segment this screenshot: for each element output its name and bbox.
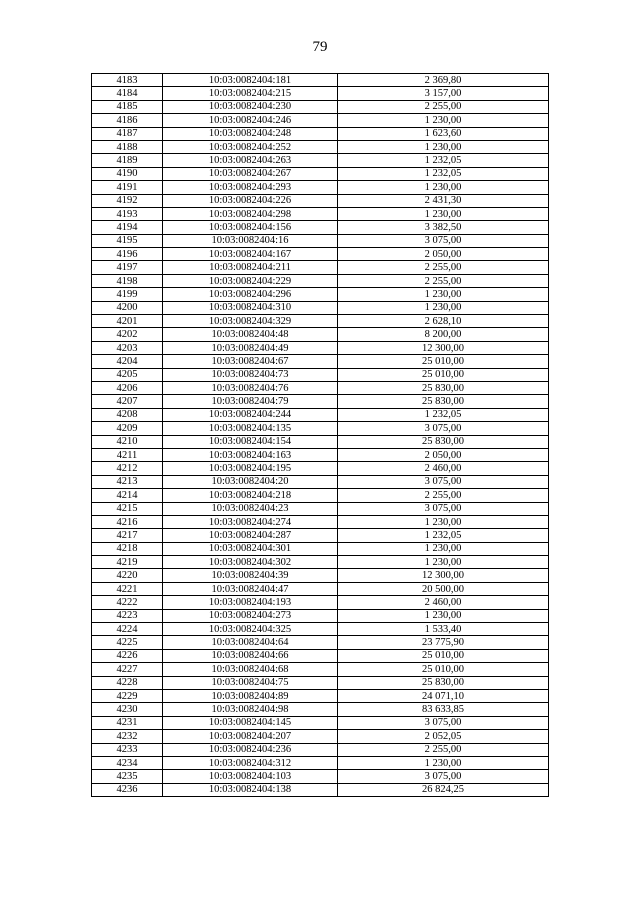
table-row <box>92 783 549 796</box>
table-row <box>92 569 549 582</box>
value-cell: 2 255,00 <box>338 274 549 287</box>
row-number-cell: 4229 <box>92 689 163 702</box>
table-row <box>92 636 549 649</box>
value-cell: 25 830,00 <box>338 676 549 689</box>
table-row <box>92 743 549 756</box>
table-row <box>92 730 549 743</box>
row-number-cell: 4223 <box>92 609 163 622</box>
table-row <box>92 663 549 676</box>
value-cell: 3 075,00 <box>338 475 549 488</box>
table-row <box>92 703 549 716</box>
value-cell: 8 200,00 <box>338 328 549 341</box>
value-cell: 25 830,00 <box>338 381 549 394</box>
table-row <box>92 87 549 100</box>
row-number-cell: 4231 <box>92 716 163 729</box>
row-number-cell: 4196 <box>92 248 163 261</box>
row-number-cell: 4205 <box>92 368 163 381</box>
table-row <box>92 328 549 341</box>
row-number-cell: 4202 <box>92 328 163 341</box>
table-row <box>92 355 549 368</box>
value-cell: 1 230,00 <box>338 207 549 220</box>
row-number-cell: 4227 <box>92 663 163 676</box>
cadastral-number-cell: 10:03:0082404:89 <box>163 689 338 702</box>
value-cell: 25 010,00 <box>338 649 549 662</box>
value-cell: 2 460,00 <box>338 462 549 475</box>
table-row <box>92 676 549 689</box>
table-row <box>92 234 549 247</box>
row-number-cell: 4204 <box>92 355 163 368</box>
cadastral-number-cell: 10:03:0082404:67 <box>163 355 338 368</box>
cadastral-number-cell: 10:03:0082404:103 <box>163 770 338 783</box>
value-cell: 3 075,00 <box>338 234 549 247</box>
table-row <box>92 529 549 542</box>
table-row <box>92 542 549 555</box>
value-cell: 25 830,00 <box>338 435 549 448</box>
cadastral-number-cell: 10:03:0082404:66 <box>163 649 338 662</box>
row-number-cell: 4197 <box>92 261 163 274</box>
row-number-cell: 4216 <box>92 515 163 528</box>
cadastral-number-cell: 10:03:0082404:156 <box>163 221 338 234</box>
cadastral-number-cell: 10:03:0082404:75 <box>163 676 338 689</box>
value-cell: 20 500,00 <box>338 582 549 595</box>
row-number-cell: 4208 <box>92 408 163 421</box>
table-row <box>92 462 549 475</box>
cadastral-number-cell: 10:03:0082404:76 <box>163 381 338 394</box>
row-number-cell: 4236 <box>92 783 163 796</box>
table-row <box>92 408 549 421</box>
value-cell: 3 157,00 <box>338 87 549 100</box>
row-number-cell: 4211 <box>92 448 163 461</box>
value-cell: 2 255,00 <box>338 489 549 502</box>
value-cell: 25 010,00 <box>338 663 549 676</box>
cadastral-number-cell: 10:03:0082404:193 <box>163 596 338 609</box>
cadastral-number-cell: 10:03:0082404:64 <box>163 636 338 649</box>
value-cell: 12 300,00 <box>338 569 549 582</box>
table-row <box>92 100 549 113</box>
cadastral-number-cell: 10:03:0082404:73 <box>163 368 338 381</box>
table-body <box>92 74 549 797</box>
table-row <box>92 288 549 301</box>
row-number-cell: 4234 <box>92 756 163 769</box>
value-cell: 1 230,00 <box>338 756 549 769</box>
row-number-cell: 4228 <box>92 676 163 689</box>
cadastral-number-cell: 10:03:0082404:230 <box>163 100 338 113</box>
cadastral-value-table <box>91 73 549 797</box>
table-row <box>92 315 549 328</box>
row-number-cell: 4215 <box>92 502 163 515</box>
table-row <box>92 596 549 609</box>
value-cell: 1 230,00 <box>338 542 549 555</box>
cadastral-number-cell: 10:03:0082404:181 <box>163 74 338 87</box>
page-number: 79 <box>312 39 328 55</box>
row-number-cell: 4190 <box>92 167 163 180</box>
row-number-cell: 4217 <box>92 529 163 542</box>
table-row <box>92 756 549 769</box>
value-cell: 2 255,00 <box>338 261 549 274</box>
value-cell: 1 230,00 <box>338 181 549 194</box>
value-cell: 1 230,00 <box>338 556 549 569</box>
table-row <box>92 502 549 515</box>
row-number-cell: 4210 <box>92 435 163 448</box>
row-number-cell: 4222 <box>92 596 163 609</box>
cadastral-number-cell: 10:03:0082404:301 <box>163 542 338 555</box>
value-cell: 24 071,10 <box>338 689 549 702</box>
value-cell: 1 232,05 <box>338 408 549 421</box>
value-cell: 2 050,00 <box>338 448 549 461</box>
value-cell: 1 230,00 <box>338 301 549 314</box>
table-row <box>92 582 549 595</box>
row-number-cell: 4201 <box>92 315 163 328</box>
value-cell: 2 255,00 <box>338 743 549 756</box>
row-number-cell: 4185 <box>92 100 163 113</box>
table-row <box>92 181 549 194</box>
row-number-cell: 4214 <box>92 489 163 502</box>
value-cell: 12 300,00 <box>338 341 549 354</box>
table-row <box>92 274 549 287</box>
value-cell: 2 050,00 <box>338 248 549 261</box>
cadastral-number-cell: 10:03:0082404:287 <box>163 529 338 542</box>
table-row <box>92 127 549 140</box>
table-row <box>92 475 549 488</box>
row-number-cell: 4198 <box>92 274 163 287</box>
cadastral-number-cell: 10:03:0082404:246 <box>163 114 338 127</box>
row-number-cell: 4226 <box>92 649 163 662</box>
value-cell: 3 382,50 <box>338 221 549 234</box>
cadastral-number-cell: 10:03:0082404:163 <box>163 448 338 461</box>
value-cell: 1 623,60 <box>338 127 549 140</box>
row-number-cell: 4200 <box>92 301 163 314</box>
value-cell: 1 533,40 <box>338 623 549 636</box>
cadastral-number-cell: 10:03:0082404:236 <box>163 743 338 756</box>
cadastral-number-cell: 10:03:0082404:135 <box>163 422 338 435</box>
row-number-cell: 4219 <box>92 556 163 569</box>
value-cell: 23 775,90 <box>338 636 549 649</box>
table-row <box>92 689 549 702</box>
row-number-cell: 4212 <box>92 462 163 475</box>
table-row <box>92 207 549 220</box>
table-row <box>92 154 549 167</box>
cadastral-number-cell: 10:03:0082404:98 <box>163 703 338 716</box>
value-cell: 1 230,00 <box>338 288 549 301</box>
row-number-cell: 4189 <box>92 154 163 167</box>
table-row <box>92 556 549 569</box>
cadastral-number-cell: 10:03:0082404:48 <box>163 328 338 341</box>
row-number-cell: 4192 <box>92 194 163 207</box>
cadastral-number-cell: 10:03:0082404:207 <box>163 730 338 743</box>
value-cell: 83 633,85 <box>338 703 549 716</box>
row-number-cell: 4191 <box>92 181 163 194</box>
cadastral-number-cell: 10:03:0082404:274 <box>163 515 338 528</box>
cadastral-number-cell: 10:03:0082404:145 <box>163 716 338 729</box>
value-cell: 2 369,80 <box>338 74 549 87</box>
row-number-cell: 4194 <box>92 221 163 234</box>
cadastral-number-cell: 10:03:0082404:273 <box>163 609 338 622</box>
value-cell: 2 431,30 <box>338 194 549 207</box>
table-row <box>92 301 549 314</box>
cadastral-number-cell: 10:03:0082404:195 <box>163 462 338 475</box>
row-number-cell: 4206 <box>92 381 163 394</box>
cadastral-number-cell: 10:03:0082404:47 <box>163 582 338 595</box>
row-number-cell: 4183 <box>92 74 163 87</box>
value-cell: 1 230,00 <box>338 140 549 153</box>
table-row <box>92 221 549 234</box>
table-row <box>92 623 549 636</box>
cadastral-number-cell: 10:03:0082404:312 <box>163 756 338 769</box>
table-row <box>92 422 549 435</box>
row-number-cell: 4232 <box>92 730 163 743</box>
cadastral-number-cell: 10:03:0082404:252 <box>163 140 338 153</box>
row-number-cell: 4188 <box>92 140 163 153</box>
table-row <box>92 368 549 381</box>
table-row <box>92 114 549 127</box>
row-number-cell: 4203 <box>92 341 163 354</box>
table-row <box>92 381 549 394</box>
row-number-cell: 4213 <box>92 475 163 488</box>
value-cell: 2 628,10 <box>338 315 549 328</box>
value-cell: 3 075,00 <box>338 716 549 729</box>
value-cell: 25 830,00 <box>338 395 549 408</box>
row-number-cell: 4195 <box>92 234 163 247</box>
row-number-cell: 4220 <box>92 569 163 582</box>
row-number-cell: 4225 <box>92 636 163 649</box>
value-cell: 1 230,00 <box>338 114 549 127</box>
cadastral-number-cell: 10:03:0082404:16 <box>163 234 338 247</box>
cadastral-number-cell: 10:03:0082404:79 <box>163 395 338 408</box>
cadastral-number-cell: 10:03:0082404:325 <box>163 623 338 636</box>
table-row <box>92 194 549 207</box>
cadastral-number-cell: 10:03:0082404:310 <box>163 301 338 314</box>
table-row <box>92 448 549 461</box>
cadastral-number-cell: 10:03:0082404:229 <box>163 274 338 287</box>
value-cell: 1 232,05 <box>338 167 549 180</box>
row-number-cell: 4233 <box>92 743 163 756</box>
value-cell: 2 052,05 <box>338 730 549 743</box>
value-cell: 3 075,00 <box>338 770 549 783</box>
value-cell: 25 010,00 <box>338 368 549 381</box>
value-cell: 2 255,00 <box>338 100 549 113</box>
table-row <box>92 261 549 274</box>
row-number-cell: 4184 <box>92 87 163 100</box>
cadastral-number-cell: 10:03:0082404:68 <box>163 663 338 676</box>
row-number-cell: 4199 <box>92 288 163 301</box>
value-cell: 1 232,05 <box>338 154 549 167</box>
row-number-cell: 4235 <box>92 770 163 783</box>
row-number-cell: 4221 <box>92 582 163 595</box>
value-cell: 1 232,05 <box>338 529 549 542</box>
value-cell: 3 075,00 <box>338 502 549 515</box>
cadastral-number-cell: 10:03:0082404:49 <box>163 341 338 354</box>
cadastral-number-cell: 10:03:0082404:302 <box>163 556 338 569</box>
cadastral-number-cell: 10:03:0082404:211 <box>163 261 338 274</box>
cadastral-number-cell: 10:03:0082404:154 <box>163 435 338 448</box>
row-number-cell: 4230 <box>92 703 163 716</box>
table-row <box>92 341 549 354</box>
table-row <box>92 140 549 153</box>
cadastral-number-cell: 10:03:0082404:215 <box>163 87 338 100</box>
cadastral-number-cell: 10:03:0082404:20 <box>163 475 338 488</box>
value-cell: 1 230,00 <box>338 609 549 622</box>
value-cell: 2 460,00 <box>338 596 549 609</box>
row-number-cell: 4186 <box>92 114 163 127</box>
row-number-cell: 4209 <box>92 422 163 435</box>
table-row <box>92 248 549 261</box>
cadastral-number-cell: 10:03:0082404:329 <box>163 315 338 328</box>
table-row <box>92 770 549 783</box>
row-number-cell: 4187 <box>92 127 163 140</box>
value-cell: 1 230,00 <box>338 515 549 528</box>
table-row <box>92 649 549 662</box>
table-row <box>92 435 549 448</box>
cadastral-number-cell: 10:03:0082404:244 <box>163 408 338 421</box>
table-row <box>92 716 549 729</box>
cadastral-number-cell: 10:03:0082404:296 <box>163 288 338 301</box>
cadastral-number-cell: 10:03:0082404:298 <box>163 207 338 220</box>
value-cell: 25 010,00 <box>338 355 549 368</box>
table-row <box>92 609 549 622</box>
table-row <box>92 395 549 408</box>
cadastral-number-cell: 10:03:0082404:263 <box>163 154 338 167</box>
cadastral-number-cell: 10:03:0082404:138 <box>163 783 338 796</box>
row-number-cell: 4218 <box>92 542 163 555</box>
table-row <box>92 489 549 502</box>
cadastral-number-cell: 10:03:0082404:248 <box>163 127 338 140</box>
cadastral-number-cell: 10:03:0082404:39 <box>163 569 338 582</box>
value-cell: 3 075,00 <box>338 422 549 435</box>
cadastral-number-cell: 10:03:0082404:226 <box>163 194 338 207</box>
row-number-cell: 4224 <box>92 623 163 636</box>
cadastral-number-cell: 10:03:0082404:167 <box>163 248 338 261</box>
cadastral-number-cell: 10:03:0082404:218 <box>163 489 338 502</box>
cadastral-number-cell: 10:03:0082404:267 <box>163 167 338 180</box>
table-row <box>92 515 549 528</box>
table-row <box>92 167 549 180</box>
table-row <box>92 74 549 87</box>
row-number-cell: 4207 <box>92 395 163 408</box>
row-number-cell: 4193 <box>92 207 163 220</box>
cadastral-number-cell: 10:03:0082404:23 <box>163 502 338 515</box>
value-cell: 26 824,25 <box>338 783 549 796</box>
cadastral-number-cell: 10:03:0082404:293 <box>163 181 338 194</box>
